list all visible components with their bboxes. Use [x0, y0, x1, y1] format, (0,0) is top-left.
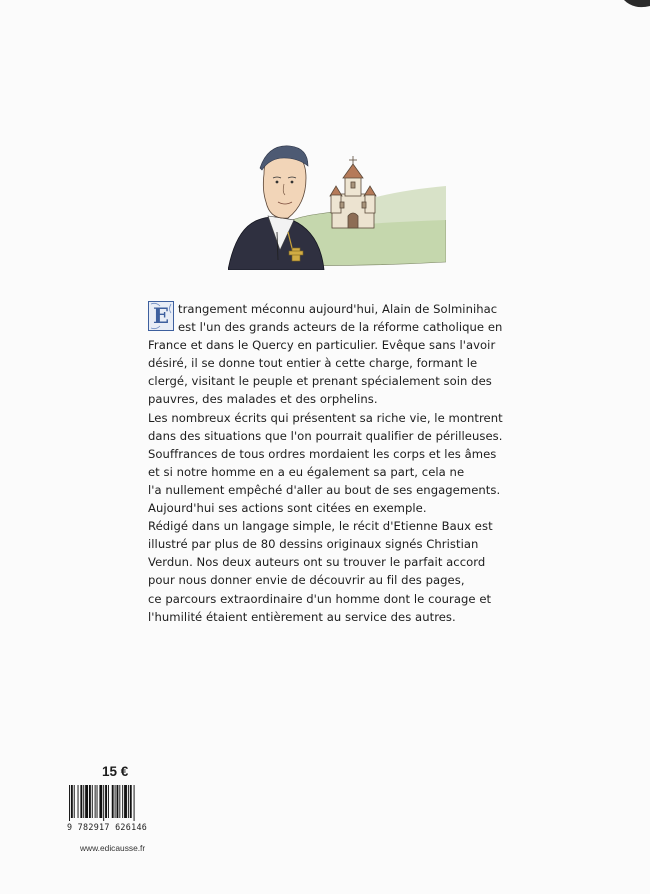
- barcode-bar: [69, 785, 70, 821]
- bishop-church-illustration: [228, 140, 446, 270]
- blurb-line: est l'un des grands acteurs de la réforme catholique en: [178, 320, 503, 335]
- publisher-website: www.edicausse.fr: [80, 843, 146, 853]
- blurb-line: pour nous donner envie de découvrir au fil des pages,: [148, 573, 465, 588]
- barcode-bar: [92, 785, 93, 818]
- blurb-line: illustré par plus de 80 dessins originaux signés Christian: [148, 537, 479, 552]
- blurb-line: clergé, visitant le peuple et prenant spécialement soin des: [148, 374, 492, 389]
- dropcap-ornament: [148, 301, 174, 331]
- blurb-line: désiré, il se donne tout entier à cette charge, formant le: [148, 356, 478, 371]
- barcode-bar: [117, 785, 119, 818]
- blurb-line: France et dans le Quercy en particulier. Evêque sans l'avoir: [148, 338, 496, 353]
- barcode-bar: [134, 785, 135, 821]
- barcode-bar: [97, 785, 98, 818]
- barcode-bar: [95, 785, 96, 818]
- barcode-bar: [80, 785, 82, 818]
- barcode-bar: [99, 785, 102, 818]
- dropcap-letter: E: [152, 303, 170, 328]
- price-label: 15 €: [102, 764, 129, 779]
- barcode-bar: [119, 785, 120, 818]
- barcode-bar: [130, 785, 132, 818]
- barcode-bar: [83, 785, 84, 818]
- isbn-digits: 9 782917 626146: [67, 822, 148, 832]
- blurb-line: et si notre homme en a eu également sa part, cela ne: [148, 464, 465, 479]
- back-cover-blurb: [148, 300, 528, 626]
- barcode-bar: [105, 785, 107, 818]
- barcode-bar: [108, 785, 109, 818]
- barcode-bar: [71, 785, 73, 818]
- blurb-line: Verdun. Nos deux auteurs ont su trouver le parfait accord: [148, 555, 486, 570]
- blurb-line: Souffrances de tous ordres mordaient les corps et les âmes: [148, 446, 497, 461]
- barcode-bar: [115, 785, 116, 818]
- blurb-line: l'humilité étaient entièrement au service des autres.: [148, 609, 456, 624]
- barcode-bar: [122, 785, 123, 818]
- barcode-bar: [103, 785, 104, 821]
- blurb-line: Rédigé dans un langage simple, le récit d'Etienne Baux est: [148, 519, 493, 534]
- blurb-line: l'a nullement empêché d'aller au bout de ses engagements.: [148, 482, 501, 497]
- blurb-line: dans des situations que l'on pourrait qualifier de périlleuses.: [148, 428, 503, 443]
- barcode-bar: [78, 785, 79, 818]
- barcode-bar: [89, 785, 91, 818]
- blurb-line: trangement méconnu aujourd'hui, Alain de Solminihac: [178, 302, 498, 316]
- blurb-line: Aujourd'hui ses actions sont citées en exemple.: [148, 501, 427, 516]
- isbn-barcode: [67, 785, 167, 821]
- scan-corner-mark: [610, 0, 650, 12]
- barcode-bar: [128, 785, 129, 818]
- blurb-line: ce parcours extraordinaire d'un homme dont le courage et: [148, 591, 492, 606]
- blurb-line: pauvres, des malades et des orphelins.: [148, 392, 378, 407]
- barcode-bar: [112, 785, 114, 818]
- blurb-line: Les nombreux écrits qui présentent sa riche vie, le montrent: [148, 410, 503, 425]
- barcode-bar: [124, 785, 127, 818]
- barcode-bar: [85, 785, 88, 818]
- barcode-bar: [74, 785, 75, 818]
